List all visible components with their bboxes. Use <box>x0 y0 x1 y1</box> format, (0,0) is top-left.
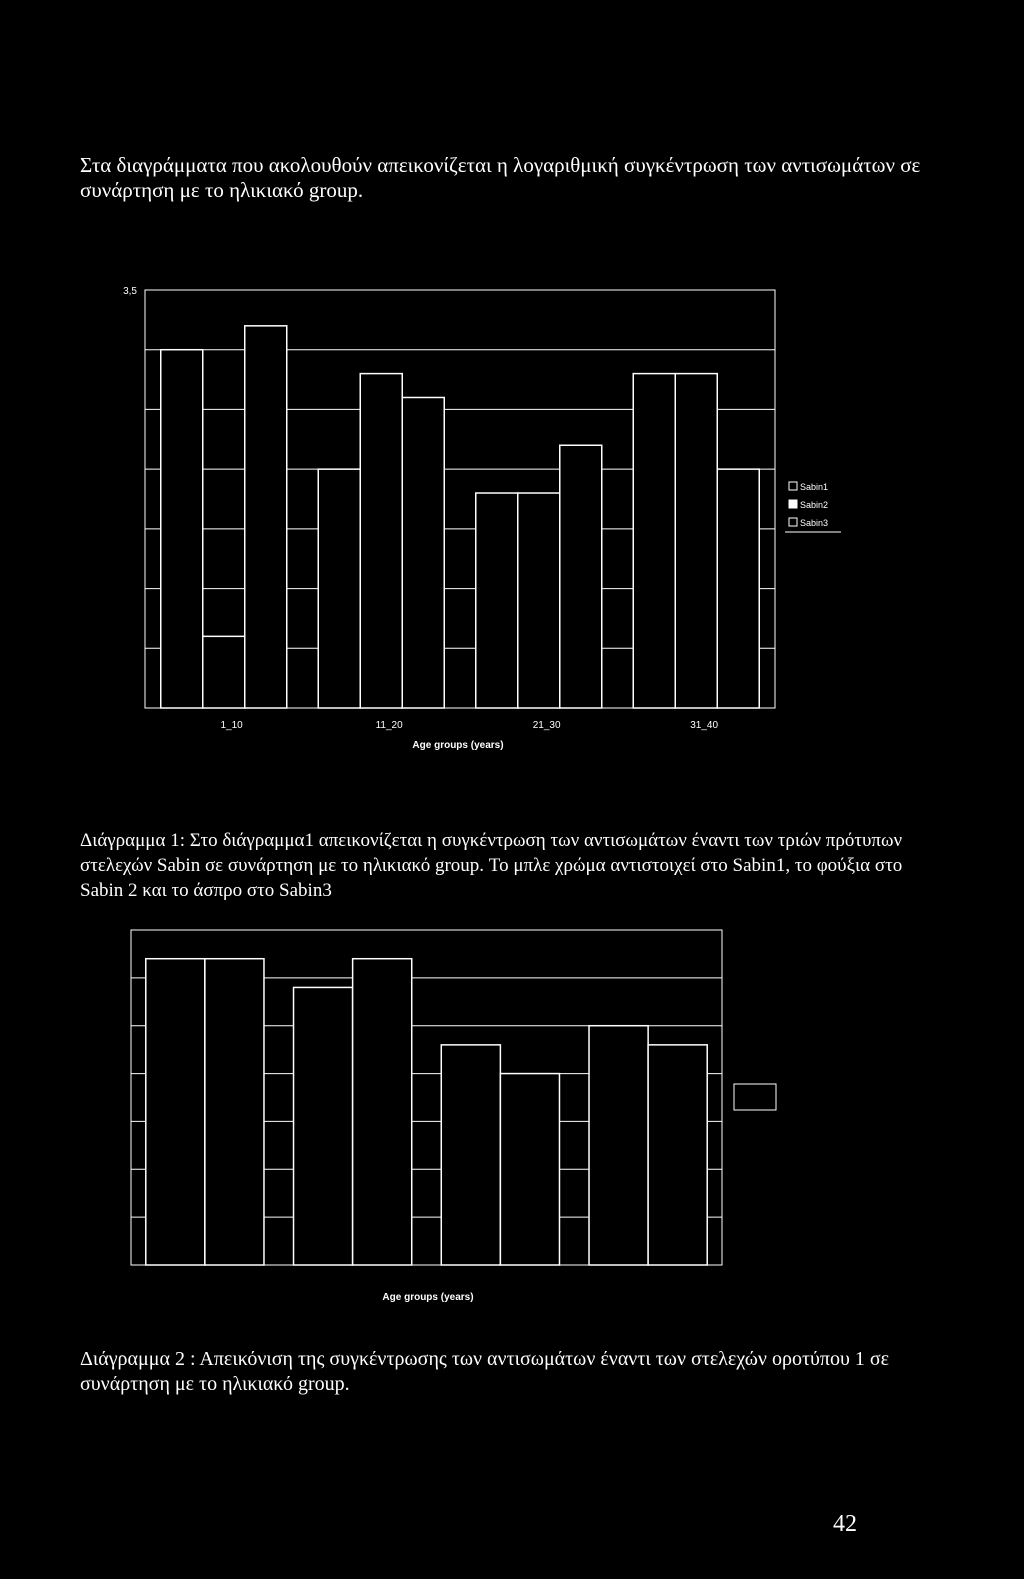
bar <box>203 636 245 708</box>
x-axis-title: Age groups (years) <box>382 1292 474 1303</box>
legend-swatch <box>789 518 797 526</box>
x-tick-label: 1_10 <box>220 720 243 731</box>
chart-1 <box>123 286 841 751</box>
bar <box>476 493 518 708</box>
bar <box>294 987 353 1265</box>
bar <box>402 397 444 708</box>
bar <box>717 469 759 708</box>
bar <box>560 445 602 708</box>
legend-label: Sabin2 <box>800 500 829 510</box>
bar <box>161 350 203 708</box>
bar <box>675 374 717 708</box>
bar <box>589 1026 648 1265</box>
bar <box>245 326 287 708</box>
bar <box>353 959 412 1265</box>
legend-swatch <box>789 482 797 490</box>
legend-box <box>734 1084 776 1110</box>
chart-2 <box>131 930 776 1303</box>
x-axis-title: Age groups (years) <box>412 740 504 751</box>
bar <box>633 374 675 708</box>
bar <box>360 374 402 708</box>
bar <box>146 959 205 1265</box>
bar <box>318 469 360 708</box>
bar <box>441 1045 500 1265</box>
legend-label: Sabin3 <box>800 518 829 528</box>
legend-swatch <box>789 500 797 508</box>
figure-1-caption: Διάγραμμα 1: Στο διάγραμμα1 απεικονίζεται η συγκέντρωση των αντισωμάτων έναντι των τριών πρότυπων στελεχών Sabin σε συνάρτηση με το ηλικιακό group. Το μπλε χρώμα αντιστοιχεί στο Sabin1, το φούξια στο Sabin 2 και το άσπρο στο Sabin3 <box>80 830 903 901</box>
page-number: 42 <box>833 1511 857 1537</box>
bar <box>648 1045 707 1265</box>
x-tick-label: 21_30 <box>532 720 561 731</box>
x-tick-label: 11_20 <box>375 720 403 731</box>
bar <box>500 1074 559 1265</box>
bar <box>518 493 560 708</box>
x-tick-label: 31_40 <box>690 720 719 731</box>
figure-2-caption: Διάγραμμα 2 : Απεικόνιση της συγκέντρωσης των αντισωμάτων έναντι των στελεχών ορoτύπου 1 σε συνάρτηση με το ηλικιακό group. <box>80 1348 890 1395</box>
y-tick-label: 3,5 <box>123 286 137 297</box>
legend-label: Sabin1 <box>800 482 829 492</box>
intro-paragraph: Στα διαγράμματα που ακολουθούν απεικονίζεται η λογαριθμική συγκέντρωση των αντισωμάτων σε συνάρτηση με το ηλικιακό group. <box>80 153 921 202</box>
bar <box>205 959 264 1265</box>
